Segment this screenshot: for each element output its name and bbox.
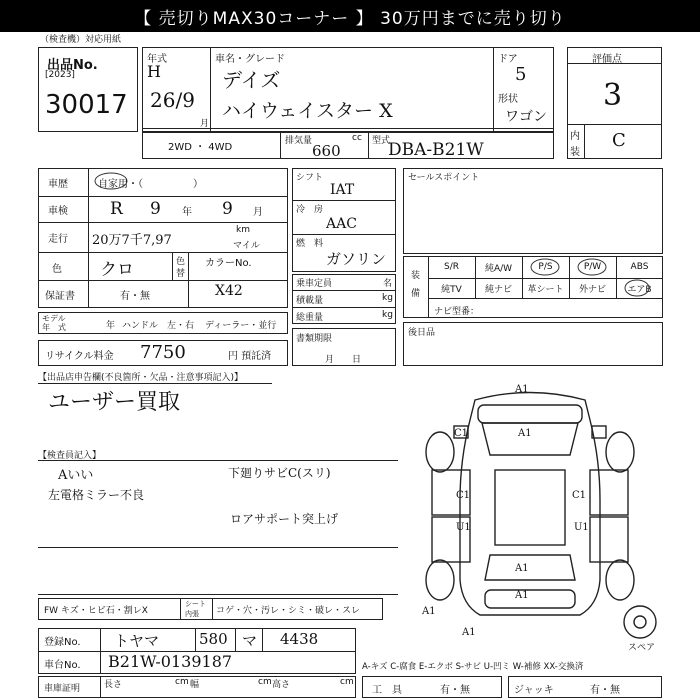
- warranty-value: 有・無: [120, 291, 150, 302]
- inspection-year: 9: [150, 199, 161, 219]
- color-no-value: X42: [215, 283, 243, 299]
- year-unit: 月: [200, 119, 210, 129]
- shift-label: シフト: [296, 173, 324, 183]
- weight-label: 総重量: [296, 313, 324, 323]
- equip-sr: S/R: [444, 262, 459, 272]
- defect-note-label: 【出品店申告欄(不良箇所・欠品・注意事項記入)】: [38, 373, 244, 383]
- damage-mark-4: C1: [456, 490, 471, 501]
- interior-label-bottom: 装: [570, 147, 580, 158]
- lot-label: 出品No.: [47, 58, 98, 73]
- interior-label-top: 内: [570, 131, 580, 142]
- score-label: 評価点: [592, 54, 622, 65]
- fuel-value: ガソリン: [326, 250, 387, 268]
- inspection-year-unit: 年: [182, 207, 192, 218]
- registration-kana: マ: [242, 632, 258, 650]
- color-change-label-top: 色: [176, 257, 186, 267]
- color-label: 色: [52, 264, 62, 275]
- equip-ext-navi: 外ナビ: [578, 284, 606, 295]
- doors-label: ドア: [498, 54, 518, 65]
- color-change-label-bottom: 替: [176, 269, 186, 279]
- jack-label: ジャッキ: [514, 685, 554, 696]
- equip-airbag: エアB: [627, 284, 652, 295]
- color-value: クロ: [100, 260, 134, 280]
- inspector-note-1: Aいい: [58, 468, 94, 483]
- cert-height: 高さ: [272, 680, 291, 690]
- inspection-month-unit: 月: [253, 207, 263, 218]
- tools-value: 有・無: [440, 685, 470, 696]
- cert-width: 幅: [190, 680, 200, 690]
- lot-box: [38, 47, 138, 132]
- damage-mark-7: U1: [574, 522, 589, 533]
- registration-region: トヤマ: [114, 632, 160, 650]
- inspection-era: R: [110, 199, 123, 219]
- equip-power-steering: P/S: [538, 262, 553, 272]
- damage-mark-3: C1: [454, 428, 469, 439]
- equip-navi: 純ナビ: [484, 284, 512, 295]
- inspector-note-3: 下廻りサビC(スリ): [228, 466, 331, 480]
- type-value: DBA-B21W: [388, 140, 484, 160]
- glass-label: FW キズ・ヒビ石・割レX: [44, 606, 148, 616]
- color-no-label: カラーNo.: [205, 258, 252, 269]
- equip-power-windows: P/W: [583, 262, 602, 272]
- equip-tv: 純TV: [441, 284, 462, 295]
- registration-class: 580: [199, 630, 228, 648]
- year-label: 年式: [147, 54, 167, 65]
- damage-mark-1: A1: [515, 384, 529, 395]
- damage-mark-10: A1: [422, 606, 436, 617]
- lot-number: 30017: [45, 90, 128, 120]
- jack-value: 有・無: [590, 685, 620, 696]
- model-name: デイズ: [222, 68, 281, 92]
- equip-alloy-wheels: 純A/W: [484, 263, 513, 274]
- model-grade: ハイウェイスター X: [222, 100, 393, 122]
- cert-length: 長さ: [104, 680, 123, 690]
- spare-label: スペア: [628, 643, 656, 653]
- history-value: 自家用・（ ）: [98, 179, 203, 190]
- defect-note-value: ユーザー買取: [48, 390, 181, 415]
- drive-label: 2WD ・ 4WD: [168, 142, 233, 153]
- model-year-label-bottom: 年 式: [42, 323, 66, 332]
- model-year-label-top: モデル: [42, 314, 66, 323]
- shape-label: 形状: [498, 94, 518, 105]
- cert-label: 車庫証明: [44, 684, 81, 694]
- weight-unit: kg: [382, 310, 393, 320]
- cert-height-unit: cm: [340, 677, 354, 687]
- recycle-label: リサイクル料金: [45, 351, 114, 362]
- handle-option: ハンドル 左・右: [122, 321, 195, 331]
- recycle-unit: 円 預託済: [228, 351, 272, 362]
- equipment-label-2: 備: [411, 289, 421, 299]
- tools-label: 工 具: [372, 685, 402, 696]
- damage-mark-2: A1: [518, 428, 532, 439]
- aircon-value: AAC: [326, 216, 357, 232]
- doc-deadline-label: 書類期限: [296, 334, 333, 344]
- registration-label: 登録No.: [44, 637, 81, 648]
- equip-leather: 革シート: [527, 284, 564, 295]
- type-label: 型式: [372, 136, 391, 146]
- damage-mark-5: C1: [572, 490, 587, 501]
- page-banner: 【 売切りMAX30コーナー 】 30万円までに売り切り: [0, 0, 700, 32]
- inspector-note-2: 左電格ミラー不良: [48, 488, 145, 502]
- equip-abs: ABS: [630, 262, 649, 272]
- shape-value: ワゴン: [505, 109, 547, 125]
- model-label: 車名・グレード: [215, 54, 285, 65]
- after-install-label: 後日品: [408, 328, 436, 338]
- load-unit: kg: [382, 293, 393, 303]
- inspection-label: 車検: [48, 206, 68, 217]
- inspector-note-4: ロアサポート突上げ: [230, 512, 339, 526]
- cert-width-unit: cm: [258, 677, 272, 687]
- score-value: 3: [603, 78, 623, 113]
- dealer-option: ディーラー・並行: [205, 321, 277, 331]
- model-year-unit: 年: [106, 321, 116, 331]
- capacity-label: 乗車定員: [296, 279, 333, 289]
- recycle-value: 7750: [140, 342, 186, 363]
- capacity-unit: 名: [383, 279, 393, 289]
- mileage-unit-top: km: [236, 225, 250, 235]
- header-note: （検査機）対応用紙: [40, 35, 122, 45]
- seat-label-top: シート: [185, 600, 206, 608]
- displacement-label: 排気量: [285, 136, 313, 146]
- aircon-label: 冷 房: [296, 205, 324, 215]
- warranty-label: 保証書: [45, 291, 75, 302]
- displacement-unit: cc: [352, 133, 362, 143]
- damage-mark-9: A1: [515, 590, 529, 601]
- seat-value: コゲ・穴・汚レ・シミ・破レ・スレ: [216, 606, 361, 616]
- year-era: H: [147, 62, 161, 81]
- doc-deadline-unit: 月 日: [325, 355, 362, 365]
- mileage-value: 20万7千7,97: [92, 233, 172, 248]
- year-value: 26/9: [150, 88, 195, 112]
- after-install-box: [403, 322, 663, 366]
- interior-value: C: [612, 130, 626, 151]
- registration-number: 4438: [280, 630, 319, 648]
- cert-length-unit: cm: [175, 677, 189, 687]
- damage-mark-11: A1: [462, 627, 476, 638]
- history-label: 車歴: [48, 179, 68, 190]
- inspection-month: 9: [222, 199, 233, 219]
- damage-legend: A-キズ C-腐食 E-エクボ S-サビ U-凹ミ W-補修 XX-交換済: [362, 662, 584, 672]
- displacement-value: 660: [312, 142, 341, 160]
- mileage-unit-bottom: マイル: [233, 241, 260, 251]
- damage-mark-6: U1: [456, 522, 471, 533]
- damage-mark-8: A1: [515, 563, 529, 574]
- fuel-label: 燃 料: [296, 239, 324, 249]
- shift-value: IAT: [330, 182, 355, 198]
- mileage-label: 走行: [48, 234, 68, 245]
- lot-year-tag: [2023]: [45, 70, 75, 80]
- chassis-value: B21W-0139187: [108, 652, 233, 671]
- doors-value: 5: [515, 64, 527, 85]
- seat-label-bottom: 内張: [185, 610, 199, 618]
- inspector-label: 【検査員記入】: [38, 451, 102, 461]
- navi-model-label: ナビ型番：: [434, 307, 480, 317]
- chassis-label: 車台No.: [44, 660, 81, 671]
- equipment-label-1: 装: [411, 271, 421, 281]
- sales-point-label: セールスポイント: [408, 173, 480, 183]
- load-label: 積載量: [296, 296, 324, 306]
